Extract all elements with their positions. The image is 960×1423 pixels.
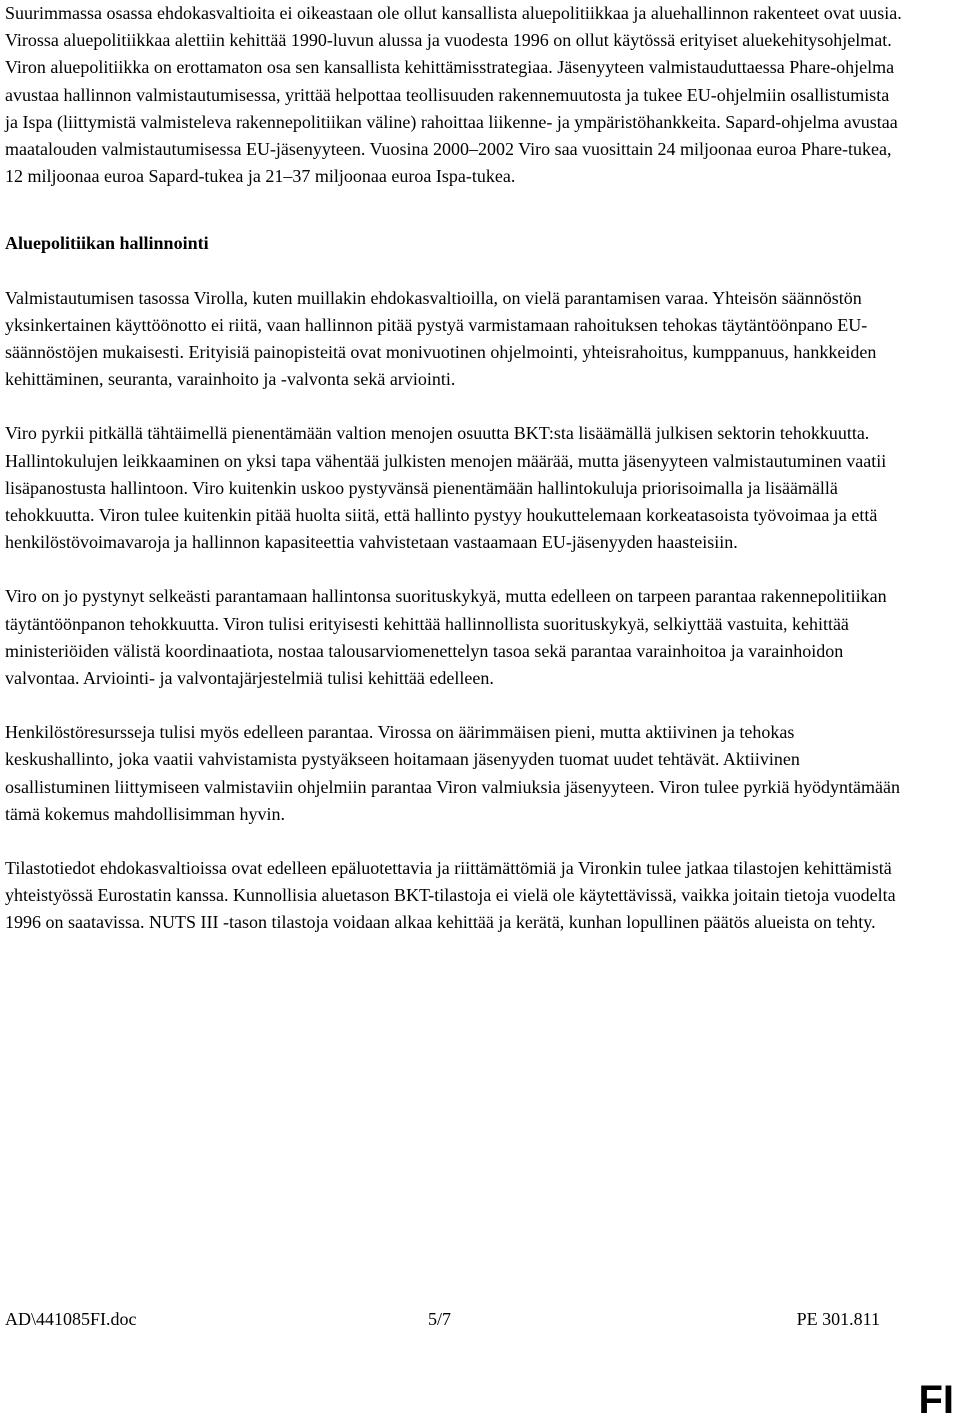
section-heading: Aluepolitiikan hallinnointi — [5, 233, 209, 254]
spacer — [5, 692, 905, 719]
footer-pe-ref: PE 301.811 — [796, 1309, 880, 1329]
spacer — [5, 393, 905, 420]
spacer — [5, 828, 905, 855]
language-tag: FI — [918, 1378, 954, 1422]
document-page — [5, 0, 905, 937]
spacer — [5, 556, 905, 583]
footer-page-number: 5/7 — [428, 1309, 452, 1329]
body-paragraph-4: Henkilöstöresursseja tulisi myös edelleen parantaa. Virossa on äärimmäisen pieni, mutta aktiivinen ja tehokas keskushallinto, joka vaatii vahvistamista pystyäkseen hoitamaan jäsenyyden tuomat uudet tehtävät. Aktiivinen osallistuminen liittymiseen valmistaviin ohjelmiin parantaa Viron valmiuksia jäsenyyteen. Viron tulee pyrkiä hyödyntämään tämä kokemus mahdollisimman hyvin. — [5, 722, 900, 824]
body-paragraph-3: Viro on jo pystynyt selkeästi parantamaan hallintonsa suorituskykyä, mutta edelleen on tarpeen parantaa rakennepolitiikan täytäntöönpanon tehokkuutta. Viron tulisi erityisesti kehittää hallinnollista suorituskykyä, selkiyttää vastuita, kehittää ministeriöiden välistä koordinaatiota, nostaa talousarviomenettelyn tasoa sekä parantaa varainhoitoa ja varainhoidon valvontaa. Arviointi- ja valvontajärjestelmiä tulisi kehittää edelleen. — [5, 586, 887, 689]
intro-paragraph: Suurimmassa osassa ehdokasvaltioita ei oikeastaan ole ollut kansallista aluepolitiikkaa ja aluehallinnon rakenteet ovat uusia. Virossa aluepolitiikkaa alettiin kehittää 1990-luvun alussa ja vuodesta 1996 on ollut käytössä erityiset aluekehitysohjelmat. Viron aluepolitiikka on erottamaton osa sen kansallista kehittämisstrategiaa. Jäsenyyteen valmistauduttaessa Phare-ohjelma avustaa hallinnon valmistautumisessa, yrittää helpottaa teollisuuden rakennemuutosta ja tukee EU-ohjelmiin osallistumista ja Ispa (liittymistä valmisteleva rakennepolitiikan väline) rahoittaa liikenne- ja ympäristöhankkeita. Sapard-ohjelma avustaa maatalouden valmistautumisessa EU-jäsenyyteen. Vuosina 2000–2002 Viro saa vuosittain 24 miljoonaa euroa Phare-tukea, 12 miljoonaa euroa Sapard-tukea ja 21–37 miljoonaa euroa Ispa-tukea. — [5, 3, 902, 187]
body-paragraph-2: Viro pyrkii pitkällä tähtäimellä pienentämään valtion menojen osuutta BKT:sta lisäämällä julkisen sektorin tehokkuutta. Hallintokulujen leikkaaminen on yksi tapa vähentää julkisten menojen määrää, mutta jäsenyyteen valmistautuminen vaatii lisäpanostusta hallintoon. Viro kuitenkin uskoo pystyvänsä pienentämään hallintokuluja priorisoimalla ja lisäämällä tehokkuutta. Viron tulee kuitenkin pitää huolta siitä, että hallinto pystyy houkuttelemaan korkeatasoista työvoimaa ja että henkilöstövoimavaroja ja hallinnon kapasiteettia vahvistetaan vastaamaan EU-jäsenyyden haasteisiin. — [5, 423, 887, 553]
spacer — [5, 258, 905, 285]
footer-doc-ref: AD\441085FI.doc — [5, 1309, 137, 1329]
body-paragraph-1: Valmistautumisen tasossa Virolla, kuten muillakin ehdokasvaltioilla, on vielä parantamisen varaa. Yhteisön säännöstön yksinkertainen käyttöönotto ei riitä, vaan hallinnon pitää pystyä varmistamaan rahoituksen tehokas täytäntöönpano EU-säännöstöjen mukaisesti. Erityisiä painopisteitä ovat monivuotinen ohjelmointi, yhteisrahoitus, kumppanuus, hankkeiden kehittäminen, seuranta, varainhoito ja -valvonta sekä arviointi. — [5, 287, 877, 390]
spacer — [5, 190, 905, 230]
body-paragraph-5: Tilastotiedot ehdokasvaltioissa ovat edelleen epäluotettavia ja riittämättömiä ja Vironkin tulee jatkaa tilastojen kehittämistä yhteistyössä Eurostatin kanssa. Kunnollisia aluetason BKT-tilastoja ei vielä ole käytettävissä, vaikka joitain tietoja vuodelta 1996 on saatavissa. NUTS III -tason tilastoja voidaan alkaa kehittää ja kerätä, kunhan lopullinen päätös alueista on tehty. — [5, 858, 896, 933]
page-footer — [5, 1305, 880, 1333]
